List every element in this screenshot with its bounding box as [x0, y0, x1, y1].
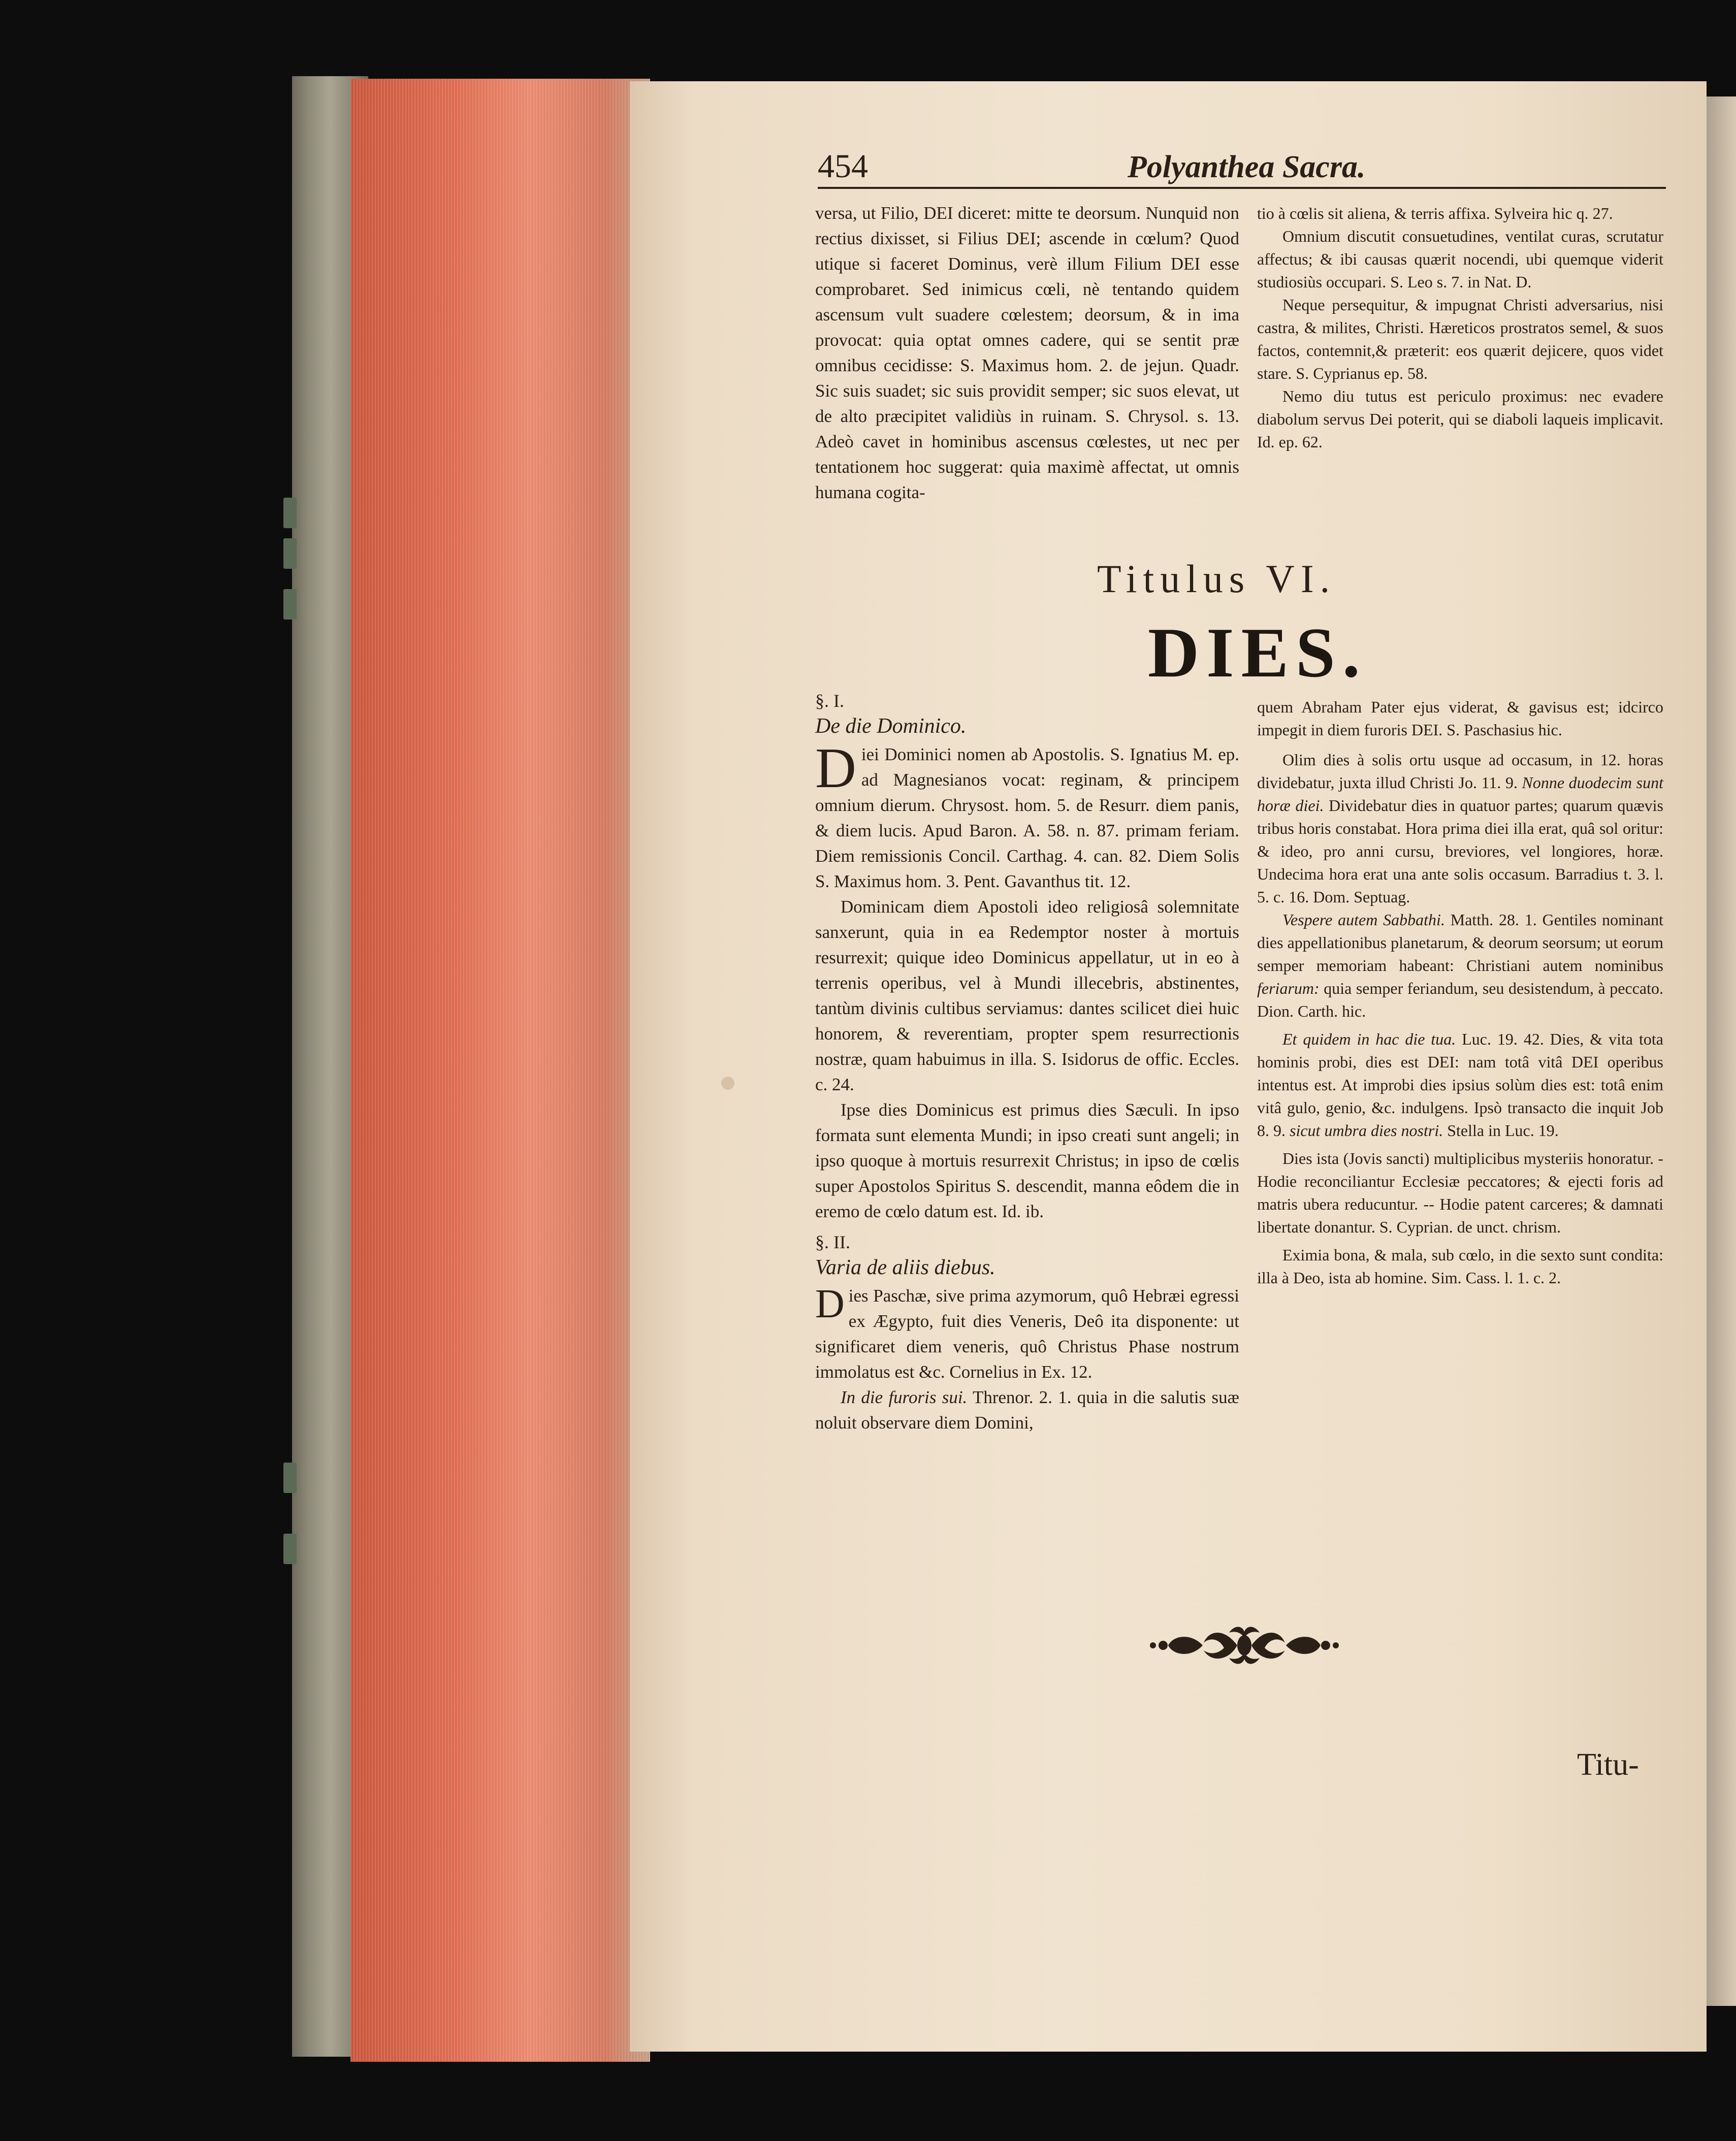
paragraph: Nemo diu tutus est periculo proximus: nec evadere diabolum servus Dei poterit, qui se diaboli laqueis implicavit. Id. ep. 62.	[1257, 387, 1663, 451]
binding-tab	[283, 498, 297, 528]
paragraph: Ipse dies Dominicus est primus dies Sæculi. In ipso formata sunt elementa Mundi; in ipso creati sunt angeli; in ipso quoque à mortuis resurrexit Christus; in ipso de cœlis super Apostolos Spiritus S. descendit, manna eôdem die in eremo de cœlo datum est. Id. ib.	[815, 1100, 1239, 1221]
scripture-quote: Et quidem in hac die tua.	[1282, 1030, 1456, 1048]
binding-tab	[283, 538, 297, 569]
paragraph	[1257, 909, 1663, 1023]
paragraph-text: Threnor. 2. 1. quia in die salutis suæ noluit observare diem Domini,	[815, 1387, 1239, 1433]
binding-tab	[283, 1463, 297, 1493]
drop-cap: D	[815, 1282, 845, 1326]
scripture-quote: In die furoris sui.	[841, 1387, 968, 1407]
paragraph-text: iei Dominici nomen ab Apostolis. S. Ignatius M. ep. ad Magnesianos vocat: reginam, & principem omnium dierum. Chrysost. hom. 5. de Resurr. diem panis, & diem lucis. Apud Baron. A. 58. n. 87. primam feriam. Diem remissionis Concil. Carthag. 4. can. 82. Diem Solis S. Maximus hom. 3. Pent. Gavanthus tit. 12.	[815, 744, 1239, 891]
section-number: §. II.	[815, 1232, 850, 1252]
section-number: §. I.	[815, 691, 844, 711]
paragraph: Dominicam diem Apostoli ideo religiosâ solemnitate sanxerunt, quia in ea Redemptor noster à mortuis resurrexit; quique ideo Dominicus appellatur, ut in eo à terrenis operibus, vel à Mundi illecebris, abstinentes, tantùm divinis cultibus serviamus: dantes scilicet diei huic honorem, & reverentiam, propter spem resurrectionis nostræ, quam habuimus in illa. S. Isidorus de offic. Eccles. c. 24.	[815, 897, 1239, 1094]
page-edges	[350, 79, 650, 2062]
paragraph-text: Olim dies à solis ortu usque ad occasum, in 12. horas dividebatur, juxta illud Christi Jo. 11. 9.	[1257, 751, 1663, 792]
left-column-bottom	[815, 688, 1239, 1436]
page-number: 454	[818, 148, 868, 185]
running-title: Polyanthea Sacra.	[1128, 150, 1366, 184]
paragraph-text: Stella in Luc. 19.	[1443, 1121, 1559, 1140]
paragraph: Omnium discutit consuetudines, ventilat curas, scrutatur affectus; & ibi causas quærit nocendi, ubi quemque viderit studiosiùs occupari. S. Leo s. 7. in Nat. D.	[1257, 227, 1663, 291]
titulus-heading: Titulus VI.	[1097, 557, 1336, 601]
paragraph: quem Abraham Pater ejus viderat, & gavisus est; idcirco impegit in diem furoris DEI. S. Paschasius hic.	[1257, 698, 1663, 739]
paragraph	[815, 737, 1239, 894]
paragraph-text: ies Paschæ, sive prima azymorum, quô Hebræi egressi ex Ægypto, fuit dies Veneris, Deô ita disponente: ut significaret diem veneris, quô Christus Phase nostrum immolatus est &c. Cornelius in Ex. 12.	[815, 1286, 1239, 1382]
paragraph	[1257, 749, 1663, 909]
scripture-quote: Vespere autem Sabbathi.	[1282, 911, 1445, 929]
catchword: Titu-	[1577, 1747, 1639, 1782]
binding-tab	[283, 589, 297, 620]
right-column-top	[1257, 202, 1663, 453]
paragraph	[1257, 1028, 1663, 1142]
paragraph-text: Matth. 28. 1. Gentiles nominant dies appellationibus planetarum, & deorum seorsum; ut eorum semper memoriam habeant: Christiani autem nominibus	[1257, 911, 1664, 975]
paper-stain	[721, 1077, 734, 1090]
scripture-quote: feriarum:	[1257, 979, 1320, 997]
printer-ornament	[1143, 1623, 1346, 1668]
drop-cap: D	[815, 737, 856, 800]
paragraph: Neque persequitur, & impugnat Christi adversarius, nisi castra, & milites, Christi. Hæreticos prostratos semel, & suos factos, contemnit,& præterit: eos quærit dejicere, quos videt stare. S. Cyprianus ep. 58.	[1257, 296, 1663, 382]
paragraph	[815, 1385, 1239, 1436]
paragraph	[815, 1283, 1239, 1385]
paragraph-text: Luc. 19. 42. Dies, & vita tota hominis probi, dies est DEI: nam totâ vitâ DEI operibus intentus est. At improbi dies ipsius solùm dies est: totâ enim vitâ gulo, genio, &c. indulgens. Ipsò transacto die inquit Job 8. 9.	[1257, 1030, 1664, 1140]
section-heading: Varia de aliis diebus.	[815, 1256, 995, 1279]
paragraph-text: Dividebatur dies in quatuor partes; quarum quævis tribus horis constabat. Hora prima diei illa erat, quâ sol oritur: & ideo, pro anni cursu, breviores, vel longiores, horæ. Undecima hora erat una ante solis occasum. Barradius t. 3. l. 5. c. 16. Dom. Septuag.	[1257, 796, 1664, 906]
paragraph: versa, ut Filio, DEI diceret: mitte te deorsum. Nunquid non rectius dixisset, si Filius DEI; ascende in cœlum? Quod utique si faceret Dominus, verè illum Filium DEI esse comprobaret. Sed inimicus cœli, nè tentando quidem ascensum vult suadere cœlestem; deorsum, & in ima provocat: quia optat omnes cadere, qui se sentit præ omnibus cecidisse: S. Maximus hom. 2. de jejun. Quadr. Sic suis suadet; sic suis providit semper; sic suos elevat, ut de alto præcipitet validiùs in ruinam. S. Chrysol. s. 13. Adeò cavet in hominibus ascensus cœlestes, ut nec per tentationem hoc suggerat: quia maximè affectat, ut omnis humana cogita-	[815, 203, 1239, 502]
scripture-quote: sicut umbra dies nostri.	[1290, 1121, 1443, 1140]
section-heading: De die Dominico.	[815, 715, 967, 738]
page-header	[818, 147, 1651, 183]
paragraph: tio à cœlis sit aliena, & terris affixa. Sylveira hic q. 27.	[1257, 204, 1613, 222]
header-rule	[818, 187, 1666, 189]
scripture-quote: Nonne duodecim sunt horæ diei.	[1257, 773, 1663, 815]
binding-tab	[283, 1534, 297, 1564]
paragraph: Eximia bona, & mala, sub cœlo, in die sexto sunt condita: illa à Deo, ista ab homine. Sim. Cass. l. 1. c. 2.	[1257, 1246, 1663, 1287]
paragraph: Dies ista (Jovis sancti) multiplicibus mysteriis honoratur. - Hodie reconciliantur Ecclesiæ peccatores; & ejecti foris ad matris ubera reducuntur. -- Hodie patent carceres; & damnati libertate donantur. S. Cyprian. de unct. chrism.	[1257, 1149, 1663, 1236]
right-column-bottom	[1257, 696, 1663, 1289]
main-title: DIES.	[1148, 613, 1367, 692]
left-column-top	[815, 201, 1239, 505]
paragraph-text: quia semper feriandum, seu desistendum, à peccato. Dion. Carth. hic.	[1257, 979, 1663, 1020]
